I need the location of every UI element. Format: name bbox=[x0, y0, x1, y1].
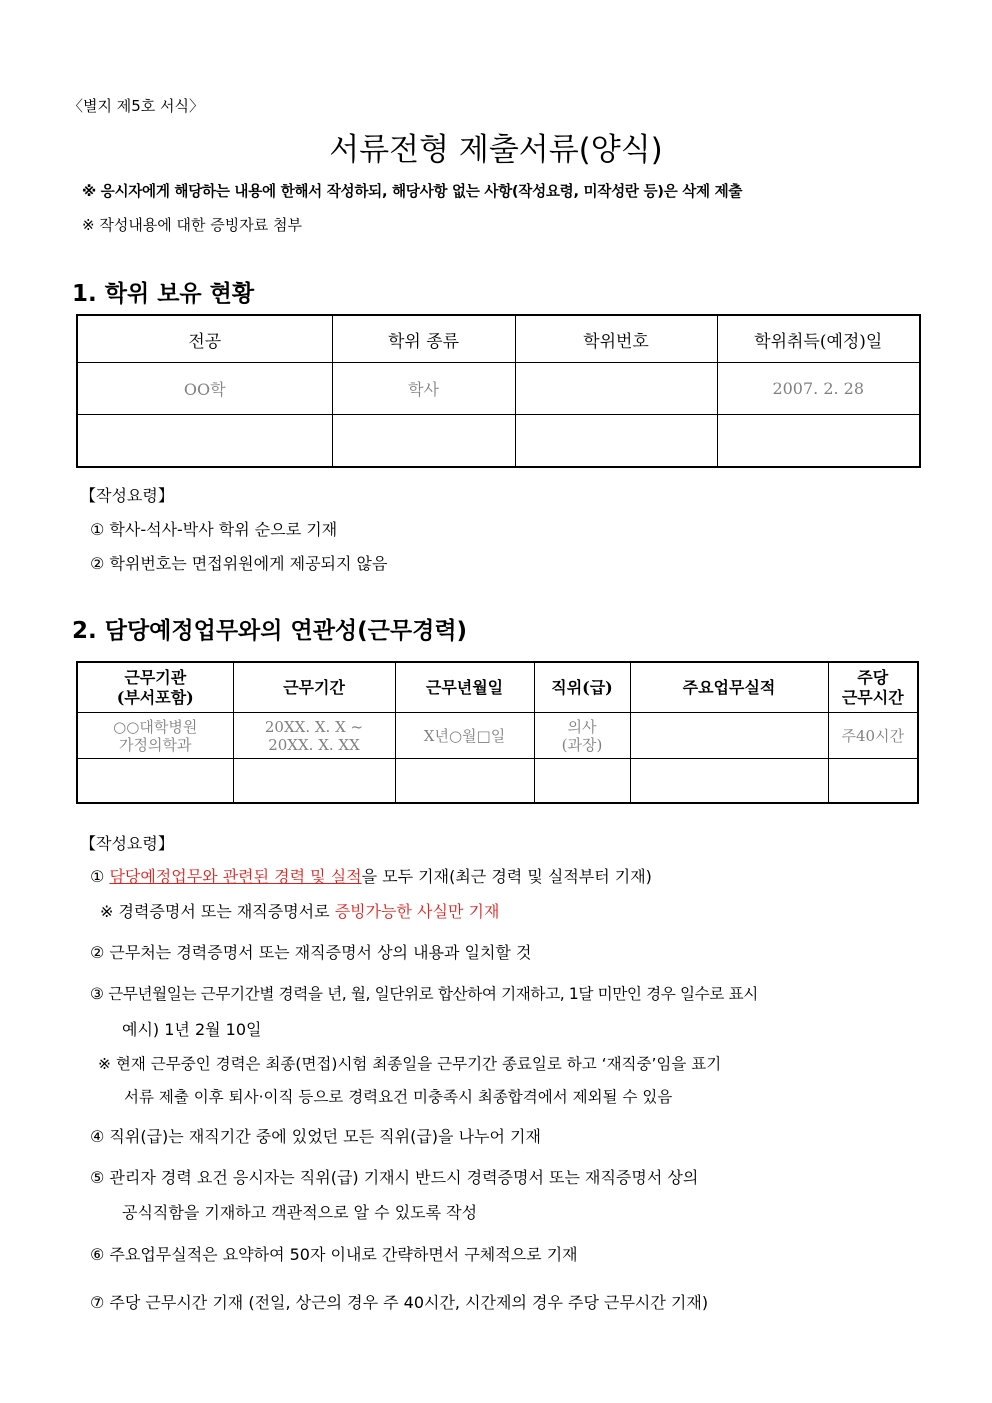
guide-item-3-example: 예시) 1년 2월 10일 bbox=[122, 1020, 262, 1039]
header-period: 근무기간 bbox=[233, 662, 395, 713]
cell-org[interactable] bbox=[77, 759, 233, 804]
cell-org-line1: ○○대학병원 bbox=[113, 717, 198, 736]
cell-position-line1: 의사 bbox=[567, 717, 597, 736]
cell-org-line2: 가정의학과 bbox=[119, 735, 192, 754]
cell-period[interactable] bbox=[233, 759, 395, 804]
cell-position[interactable] bbox=[534, 759, 630, 804]
table-row bbox=[77, 363, 920, 415]
degree-table bbox=[76, 314, 921, 468]
header-degree-number: 학위번호 bbox=[515, 315, 717, 363]
header-org-line1: 근무기관 bbox=[124, 667, 187, 687]
cell-achievements[interactable] bbox=[630, 713, 828, 759]
guide-item-5-cont: 공식직함을 기재하고 객관적으로 알 수 있도록 작성 bbox=[122, 1203, 478, 1222]
note-instruction-1: ※ 응시자에게 해당하는 내용에 한해서 작성하되, 해당사항 없는 사항(작성요령, 미작성란 등)은 삭제 제출 bbox=[82, 183, 743, 200]
header-hours-line1: 주당 bbox=[857, 667, 889, 687]
page-title: 서류전형 제출서류(양식) bbox=[329, 132, 663, 168]
form-label: 〈별지 제5호 서식〉 bbox=[68, 97, 205, 115]
guide-item-4: ④ 직위(급)는 재직기간 중에 있었던 모든 직위(급)을 나누어 기재 bbox=[90, 1127, 541, 1146]
header-major: 전공 bbox=[77, 315, 332, 363]
cell-degree-type[interactable] bbox=[332, 415, 515, 468]
guide-item: ① 학사-석사-박사 학위 순으로 기재 bbox=[90, 520, 338, 539]
cell-period-line2: 20XX. X. XX bbox=[268, 735, 360, 754]
cell-degree-date[interactable]: 2007. 2. 28 bbox=[717, 363, 920, 415]
cell-major[interactable]: OO학 bbox=[77, 363, 332, 415]
header-degree-date: 학위취득(예정)일 bbox=[717, 315, 920, 363]
header-position: 직위(급) bbox=[534, 662, 630, 713]
guide-item-1 bbox=[90, 864, 652, 887]
guide-item-2: ② 근무처는 경력증명서 또는 재직증명서 상의 내용과 일치할 것 bbox=[90, 943, 532, 962]
guide-item-1-note-prefix: ※ 경력증명서 또는 재직증명서로 bbox=[100, 902, 335, 921]
guide-item-1-suffix: 을 모두 기재(최근 경력 및 실적부터 기재) bbox=[361, 867, 652, 886]
cell-degree-type[interactable]: 학사 bbox=[332, 363, 515, 415]
guide-item-3-note: ※ 현재 근무중인 경력은 최종(면접)시험 최종일을 근무기간 종료일로 하고 ‘재직중’임을 표기 bbox=[98, 1055, 722, 1073]
cell-weekly-hours[interactable] bbox=[828, 759, 918, 804]
cell-achievements[interactable] bbox=[630, 759, 828, 804]
header-hours-line2: 근무시간 bbox=[841, 687, 904, 707]
career-table bbox=[76, 661, 919, 804]
cell-period[interactable] bbox=[233, 713, 395, 759]
degree-table-header bbox=[77, 315, 920, 363]
guide-item-6: ⑥ 주요업무실적은 요약하여 50자 이내로 간략하면서 구체적으로 기재 bbox=[90, 1245, 578, 1264]
guide-item-3-note-2: 서류 제출 이후 퇴사·이직 등으로 경력요건 미충족시 최종합격에서 제외될 수 있음 bbox=[124, 1088, 673, 1106]
section2-heading: 2. 담당예정업무와의 연관성(근무경력) bbox=[72, 618, 468, 644]
cell-duration[interactable] bbox=[395, 759, 534, 804]
header-weekly-hours bbox=[828, 662, 918, 713]
career-table-header bbox=[77, 662, 918, 713]
cell-position-line2: (과장) bbox=[561, 735, 603, 754]
cell-position[interactable] bbox=[534, 713, 630, 759]
guide-item: ② 학위번호는 면접위원에게 제공되지 않음 bbox=[90, 554, 388, 573]
header-degree-type: 학위 종류 bbox=[332, 315, 515, 363]
guide-item-5: ⑤ 관리자 경력 요건 응시자는 직위(급) 기재시 반드시 경력증명서 또는 재직증명서 상의 bbox=[90, 1168, 699, 1187]
guide-item-1-prefix: ① bbox=[90, 867, 110, 886]
header-achievements: 주요업무실적 bbox=[630, 662, 828, 713]
header-org-line2: (부서포함) bbox=[116, 687, 194, 707]
guide-item-3: ③ 근무년월일는 근무기간별 경력을 년, 월, 일단위로 합산하여 기재하고, 1달 미만인 경우 일수로 표시 bbox=[90, 985, 758, 1003]
cell-weekly-hours[interactable]: 주40시간 bbox=[828, 713, 918, 759]
cell-degree-date[interactable] bbox=[717, 415, 920, 468]
cell-degree-number[interactable] bbox=[515, 415, 717, 468]
cell-major[interactable] bbox=[77, 415, 332, 468]
guide-item-7: ⑦ 주당 근무시간 기재 (전일, 상근의 경우 주 40시간, 시간제의 경우 주당 근무시간 기재) bbox=[90, 1293, 709, 1312]
guide-title-1: 【작성요령】 bbox=[80, 486, 174, 505]
guide-item-1-highlight: 담당예정업무와 관련된 경력 및 실적 bbox=[109, 867, 362, 886]
note-instruction-2: ※ 작성내용에 대한 증빙자료 첨부 bbox=[82, 216, 303, 234]
guide-item-1-note bbox=[100, 899, 499, 922]
cell-org[interactable] bbox=[77, 713, 233, 759]
header-duration: 근무년월일 bbox=[395, 662, 534, 713]
guide-title-2: 【작성요령】 bbox=[80, 834, 174, 853]
guide-item-1-note-highlight: 증빙가능한 사실만 기재 bbox=[334, 902, 500, 921]
table-row bbox=[77, 415, 920, 468]
table-row bbox=[77, 713, 918, 759]
cell-degree-number[interactable] bbox=[515, 363, 717, 415]
cell-period-line1: 20XX. X. X ~ bbox=[264, 717, 364, 736]
header-org bbox=[77, 662, 233, 713]
table-row bbox=[77, 759, 918, 804]
cell-duration[interactable]: X년○월□일 bbox=[395, 713, 534, 759]
section1-heading: 1. 학위 보유 현황 bbox=[72, 281, 255, 307]
